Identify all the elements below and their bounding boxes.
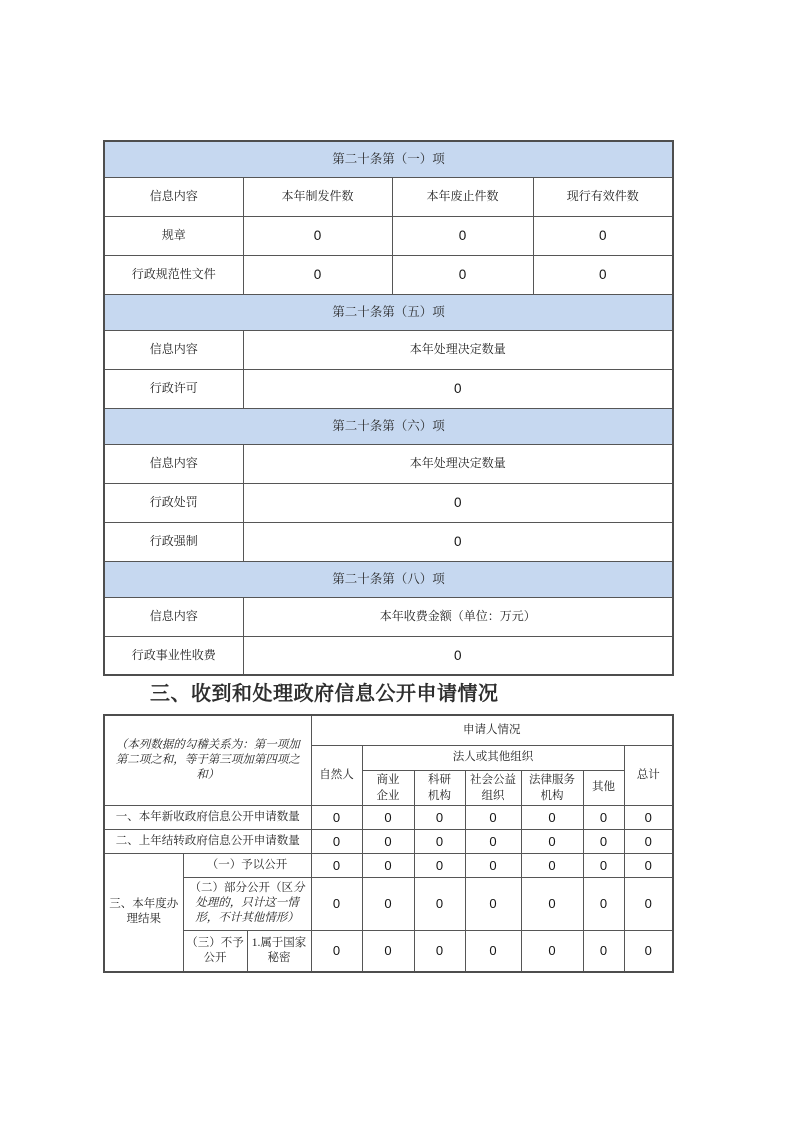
value-cell: 0 bbox=[362, 877, 414, 930]
header-line: 商业 bbox=[376, 773, 400, 786]
row-label-state-secret: 1.属于国家秘密 bbox=[247, 930, 311, 972]
value-cell: 0 bbox=[311, 853, 362, 877]
value-cell: 0 bbox=[243, 636, 673, 675]
band-item1: 第二十条第（一）项 bbox=[104, 141, 673, 177]
row-label-partial-disclosure bbox=[183, 877, 311, 930]
header-line: 科研 bbox=[428, 773, 451, 786]
article20-table bbox=[103, 140, 674, 676]
value-cell: 0 bbox=[465, 829, 521, 853]
value-cell: 0 bbox=[311, 930, 362, 972]
col-header-other: 其他 bbox=[583, 770, 624, 805]
col-header-natural-person: 自然人 bbox=[311, 745, 362, 805]
label-italic-part: 分处理的，只计这一情形，不计其他情形） bbox=[195, 882, 305, 924]
col-header-decisions: 本年处理决定数量 bbox=[243, 444, 673, 483]
value-cell: 0 bbox=[414, 805, 465, 829]
value-cell: 0 bbox=[243, 369, 673, 408]
page-content bbox=[103, 140, 672, 973]
col-header-legal-services bbox=[521, 770, 583, 805]
col-header-repealed: 本年废止件数 bbox=[392, 177, 533, 216]
header-line: 组织 bbox=[481, 789, 505, 802]
value-cell: 0 bbox=[414, 930, 465, 972]
value-cell: 0 bbox=[624, 853, 673, 877]
value-cell: 0 bbox=[243, 216, 392, 255]
row-group-processing-results: 三、本年度办理结果 bbox=[104, 853, 183, 972]
header-line: 机构 bbox=[428, 789, 451, 802]
value-cell: 0 bbox=[414, 877, 465, 930]
value-cell: 0 bbox=[583, 930, 624, 972]
value-cell: 0 bbox=[311, 805, 362, 829]
value-cell: 0 bbox=[533, 216, 673, 255]
section3-heading: 三、收到和处理政府信息公开申请情况 bbox=[150, 683, 499, 705]
value-cell: 0 bbox=[583, 877, 624, 930]
value-cell: 0 bbox=[362, 805, 414, 829]
row-label-carried-over-applications: 二、上年结转政府信息公开申请数量 bbox=[104, 829, 311, 853]
header-line: 机构 bbox=[540, 789, 564, 802]
value-cell: 0 bbox=[521, 805, 583, 829]
value-cell: 0 bbox=[521, 829, 583, 853]
value-cell: 0 bbox=[392, 216, 533, 255]
header-line: 法律服务 bbox=[529, 773, 575, 786]
row-label-granted-disclosure: （一）予以公开 bbox=[183, 853, 311, 877]
value-cell: 0 bbox=[521, 853, 583, 877]
col-header-info-content: 信息内容 bbox=[104, 444, 243, 483]
col-header-fees: 本年收费金额（单位：万元） bbox=[243, 597, 673, 636]
value-cell: 0 bbox=[362, 829, 414, 853]
header-line: 企业 bbox=[376, 789, 400, 802]
band-item5: 第二十条第（五）项 bbox=[104, 294, 673, 330]
col-header-info-content: 信息内容 bbox=[104, 330, 243, 369]
value-cell: 0 bbox=[311, 829, 362, 853]
value-cell: 0 bbox=[583, 853, 624, 877]
row-label-admin-penalty: 行政处罚 bbox=[104, 483, 243, 522]
value-cell: 0 bbox=[521, 877, 583, 930]
value-cell: 0 bbox=[533, 255, 673, 294]
col-header-public-welfare bbox=[465, 770, 521, 805]
value-cell: 0 bbox=[414, 829, 465, 853]
value-cell: 0 bbox=[392, 255, 533, 294]
value-cell: 0 bbox=[362, 853, 414, 877]
value-cell: 0 bbox=[243, 522, 673, 561]
row-label-refused-disclosure: （三）不予公开 bbox=[183, 930, 247, 972]
label-regular-part: （二）部分公开（区 bbox=[189, 882, 293, 894]
header-line: 社会公益 bbox=[470, 773, 516, 786]
value-cell: 0 bbox=[243, 483, 673, 522]
col-header-research bbox=[414, 770, 465, 805]
value-cell: 0 bbox=[414, 853, 465, 877]
value-cell: 0 bbox=[583, 805, 624, 829]
row-label-normative-docs: 行政规范性文件 bbox=[104, 255, 243, 294]
value-cell: 0 bbox=[465, 877, 521, 930]
value-cell: 0 bbox=[465, 805, 521, 829]
band-item6: 第二十条第（六）项 bbox=[104, 408, 673, 444]
row-label-admin-license: 行政许可 bbox=[104, 369, 243, 408]
row-label-admin-coercion: 行政强制 bbox=[104, 522, 243, 561]
value-cell: 0 bbox=[362, 930, 414, 972]
value-cell: 0 bbox=[624, 930, 673, 972]
applicant-header: 申请人情况 bbox=[311, 715, 673, 745]
row-label-new-applications: 一、本年新收政府信息公开申请数量 bbox=[104, 805, 311, 829]
band-item8: 第二十条第（八）项 bbox=[104, 561, 673, 597]
row-label-admin-fees: 行政事业性收费 bbox=[104, 636, 243, 675]
col-header-decisions: 本年处理决定数量 bbox=[243, 330, 673, 369]
value-cell: 0 bbox=[624, 877, 673, 930]
value-cell: 0 bbox=[624, 805, 673, 829]
value-cell: 0 bbox=[243, 255, 392, 294]
col-header-info-content: 信息内容 bbox=[104, 597, 243, 636]
value-cell: 0 bbox=[311, 877, 362, 930]
row-label-rules: 规章 bbox=[104, 216, 243, 255]
legal-entity-group-header: 法人或其他组织 bbox=[362, 745, 624, 770]
value-cell: 0 bbox=[521, 930, 583, 972]
value-cell: 0 bbox=[465, 930, 521, 972]
reconciliation-note: （本列数据的勾稽关系为：第一项加第二项之和，等于第三项加第四项之和） bbox=[104, 715, 311, 805]
col-header-effective: 现行有效件数 bbox=[533, 177, 673, 216]
applications-table bbox=[103, 714, 674, 973]
col-header-issued: 本年制发件数 bbox=[243, 177, 392, 216]
value-cell: 0 bbox=[583, 829, 624, 853]
value-cell: 0 bbox=[465, 853, 521, 877]
col-header-business bbox=[362, 770, 414, 805]
value-cell: 0 bbox=[624, 829, 673, 853]
col-header-info-content: 信息内容 bbox=[104, 177, 243, 216]
col-header-total: 总计 bbox=[624, 745, 673, 805]
